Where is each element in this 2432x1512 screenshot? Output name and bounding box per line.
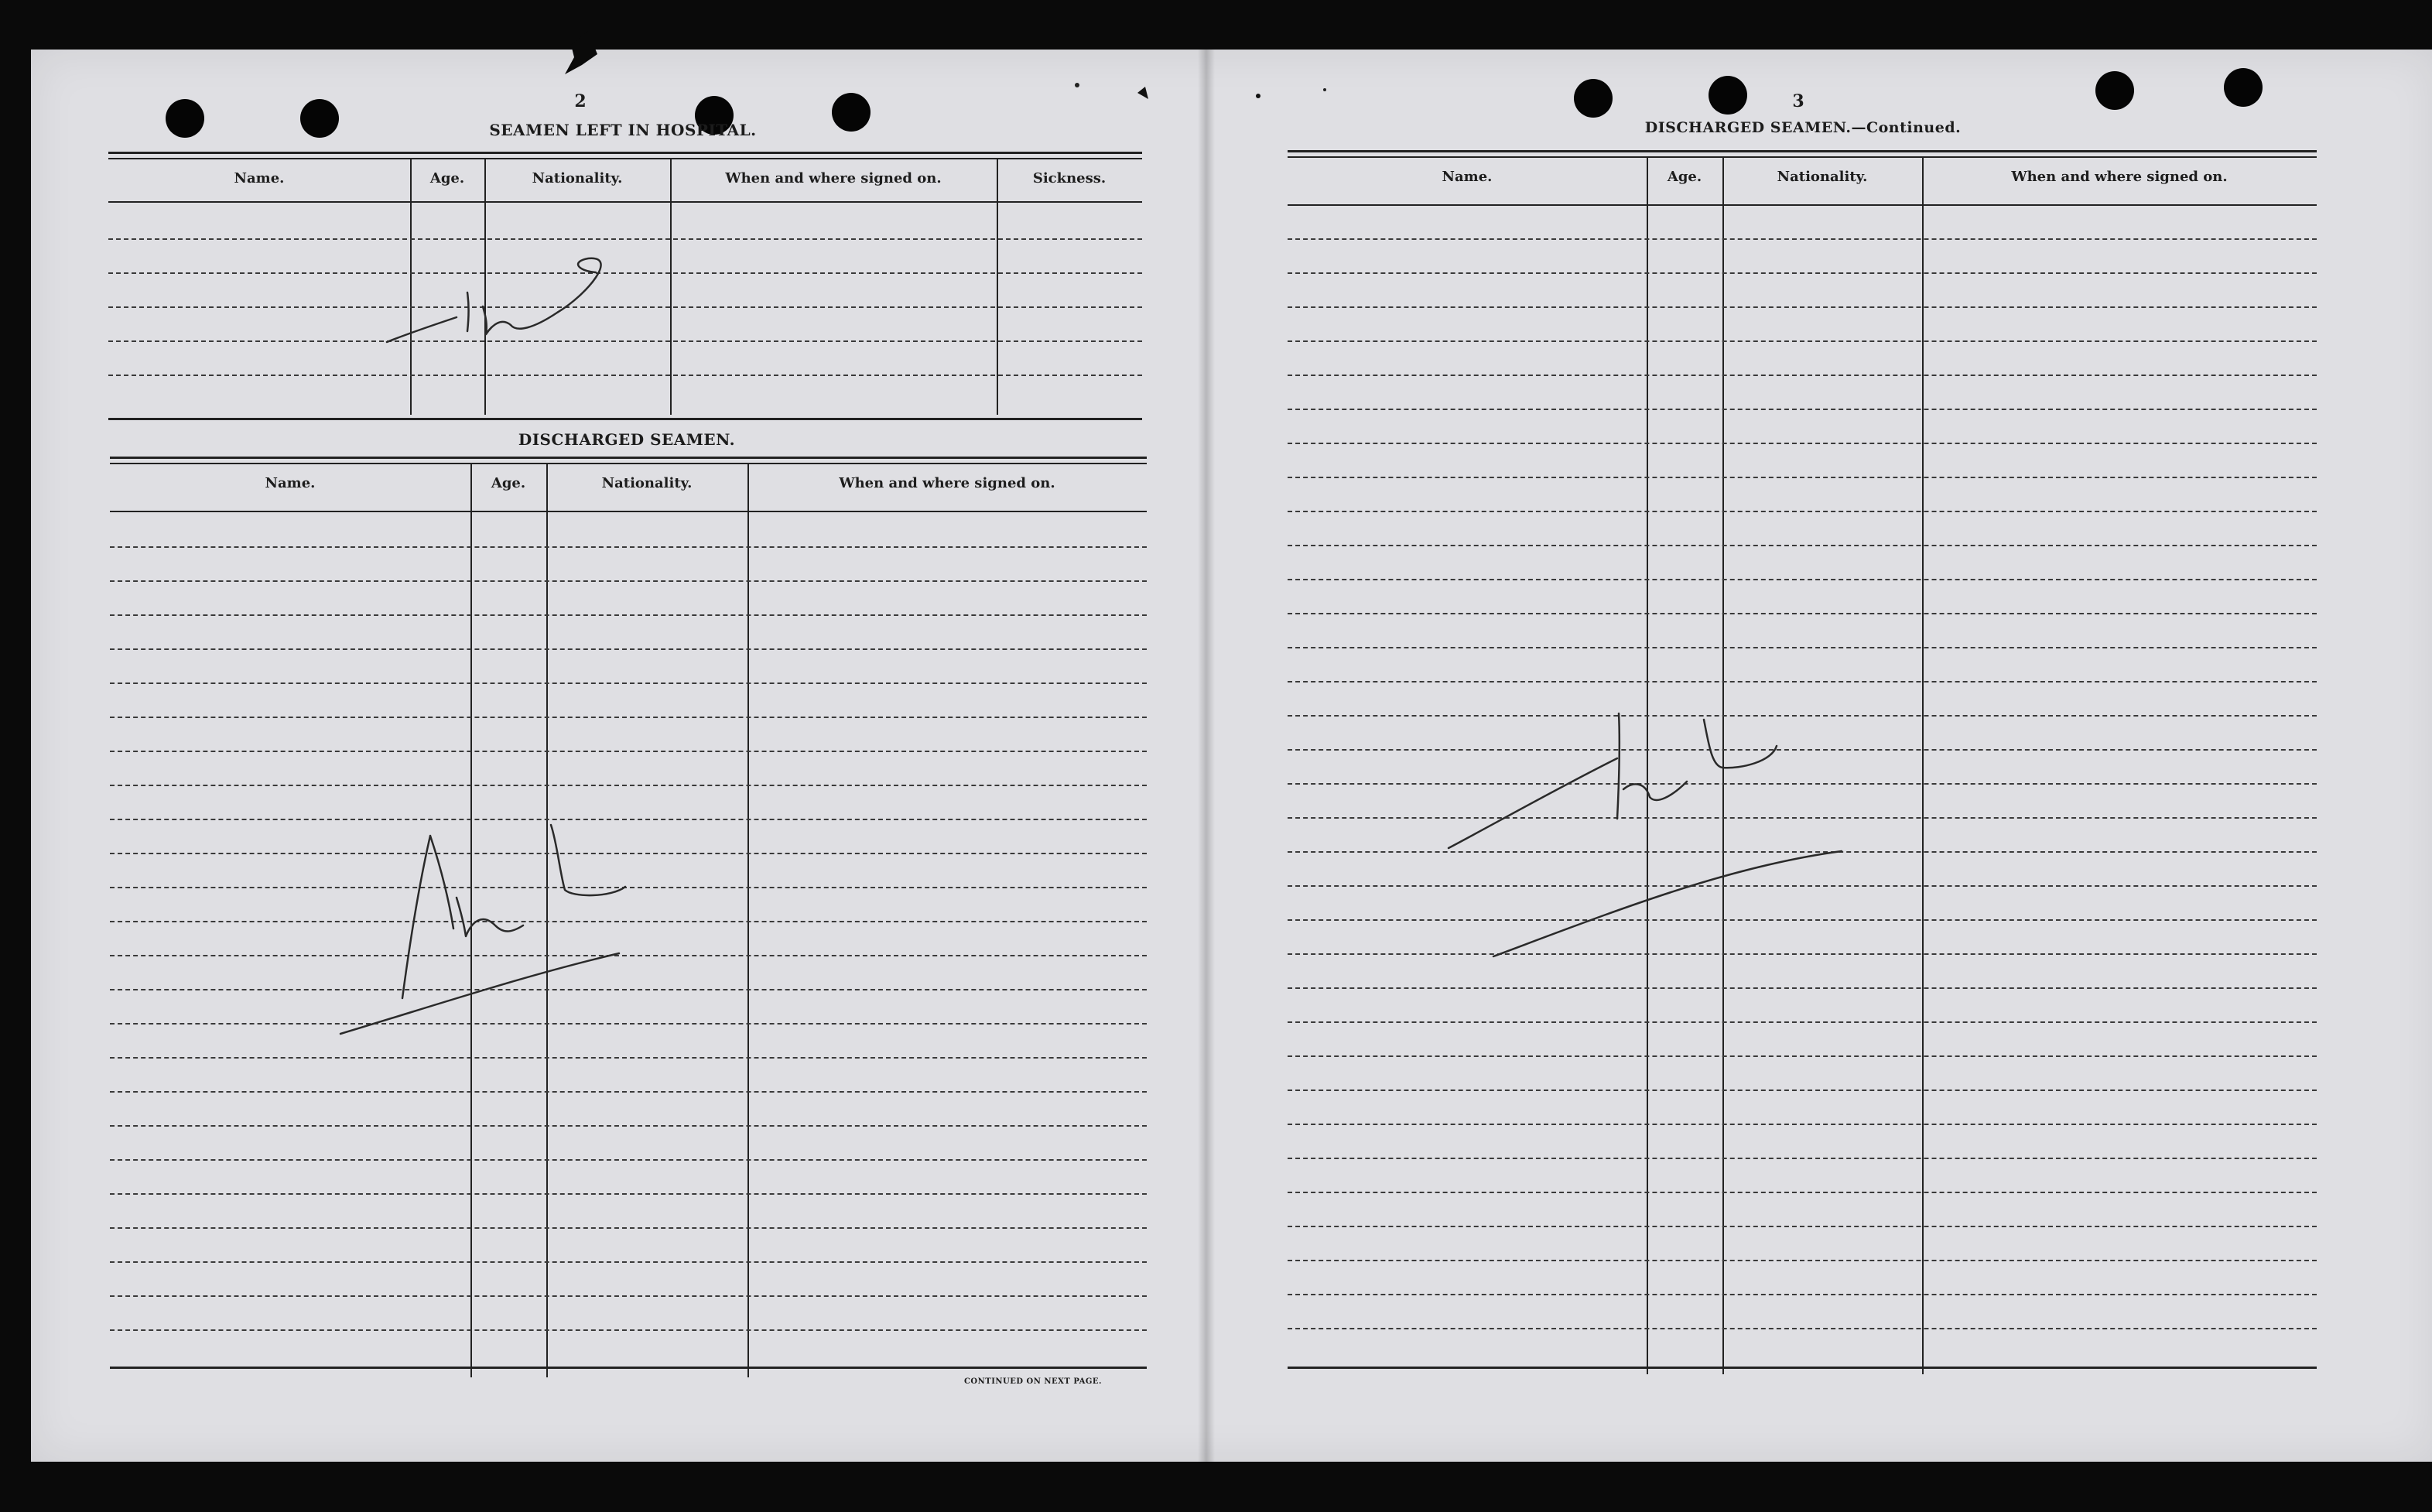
hospital-col-nationality: Nationality.	[532, 170, 623, 186]
continued-col-nationality: Nationality.	[1777, 169, 1868, 185]
right-page-number: 3	[1792, 91, 1804, 111]
hospital-col-signed-on: When and where signed on.	[725, 170, 942, 186]
continued-next-page-note: CONTINUED ON NEXT PAGE.	[963, 1377, 1103, 1386]
continued-col-signed-on: When and where signed on.	[2011, 169, 2228, 185]
nil-mark-hospital	[387, 258, 601, 342]
continued-col-age: Age.	[1667, 169, 1702, 185]
nil-mark-discharged-right	[1449, 713, 1842, 956]
discharged-col-nationality: Nationality.	[601, 475, 693, 491]
hospital-col-sickness: Sickness.	[1032, 170, 1107, 186]
hospital-col-name: Name.	[234, 170, 285, 186]
left-page-number: 2	[574, 91, 587, 111]
hospital-col-age: Age.	[429, 170, 465, 186]
discharged-col-signed-on: When and where signed on.	[839, 475, 1055, 491]
discharged-col-name: Name.	[265, 475, 316, 491]
nil-mark-discharged-left	[340, 825, 625, 1034]
discharged-col-age: Age.	[491, 475, 526, 491]
hospital-section-title: SEAMEN LEFT IN HOSPITAL.	[489, 121, 757, 139]
continued-col-name: Name.	[1442, 169, 1493, 185]
discharged-continued-title: DISCHARGED SEAMEN.—Continued.	[1644, 119, 1962, 136]
discharged-section-title: DISCHARGED SEAMEN.	[518, 430, 736, 449]
